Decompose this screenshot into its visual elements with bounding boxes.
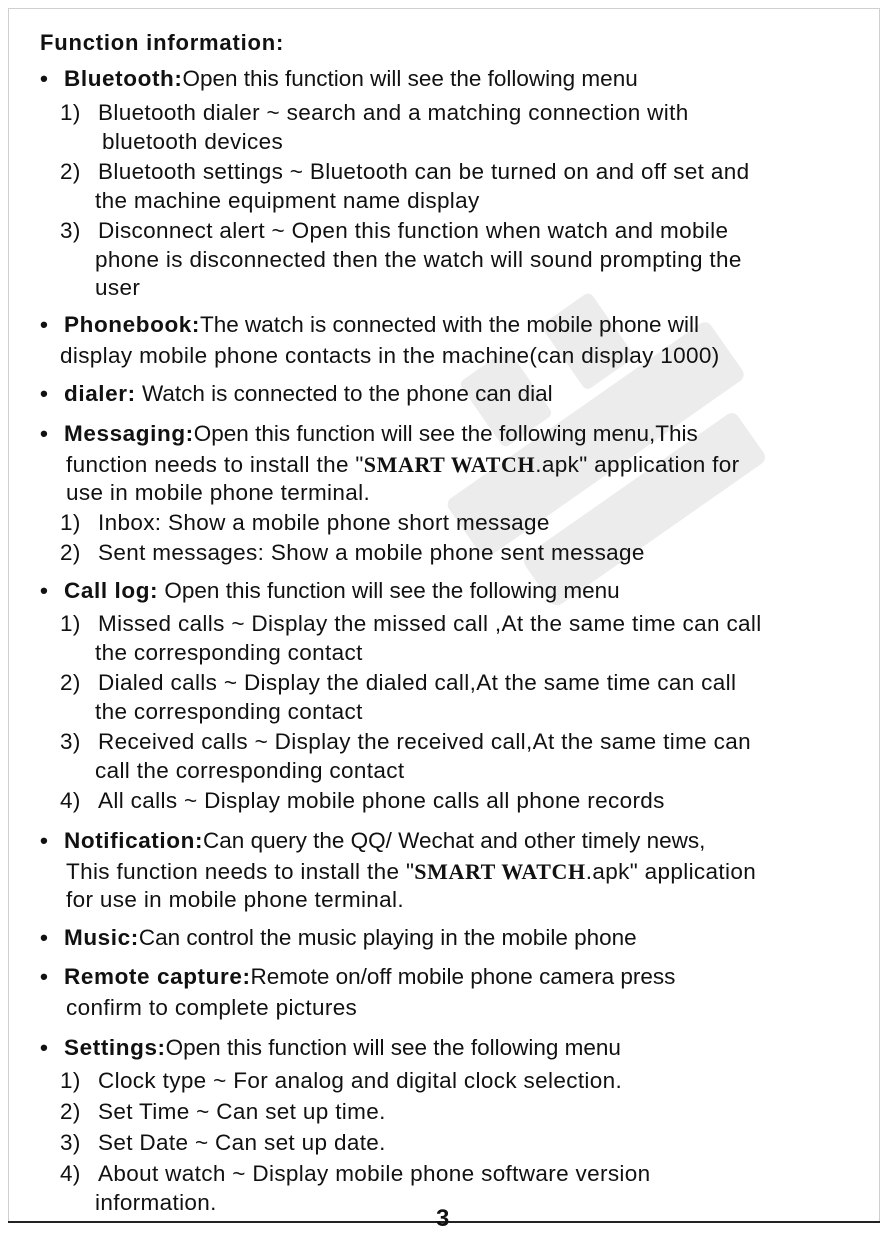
list-item: 1) Bluetooth dialer ~ search and a matching connection with	[60, 100, 689, 125]
bullet-dot-icon: •	[40, 964, 48, 989]
remote-label: Remote capture:	[64, 964, 251, 989]
bluetooth-label: Bluetooth:	[64, 66, 183, 91]
notification-label: Notification:	[64, 828, 204, 853]
music-label: Music:	[64, 925, 139, 950]
list-item: 2) Bluetooth settings ~ Bluetooth can be turned on and off set and	[60, 159, 750, 184]
bullet-dot-icon: •	[40, 925, 48, 950]
list-item: 4) About watch ~ Display mobile phone software version	[60, 1161, 651, 1186]
list-item: 1) Clock type ~ For analog and digital clock selection.	[60, 1068, 623, 1093]
page-border-right	[879, 8, 880, 1222]
notification-continuation: for use in mobile phone terminal.	[66, 887, 404, 912]
settings-text: Open this function will see the following menu	[165, 1035, 621, 1060]
bullet-dot-icon: •	[40, 578, 48, 603]
bullet-dialer	[40, 379, 553, 409]
app-name: SMART WATCH	[363, 452, 536, 477]
bullet-phonebook	[40, 310, 699, 340]
bullet-messaging	[40, 419, 698, 449]
messaging-text: Open this function will see the following menu,This	[193, 421, 698, 446]
list-item: 2) Dialed calls ~ Display the dialed call,At the same time can call	[60, 670, 737, 695]
list-item-continuation: the corresponding contact	[95, 640, 363, 665]
dialer-label: dialer:	[64, 381, 136, 406]
bullet-bluetooth	[40, 64, 638, 94]
calllog-text: Open this function will see the following menu	[158, 578, 620, 603]
calllog-label: Call log:	[64, 578, 159, 603]
messaging-label: Messaging:	[64, 421, 194, 446]
bullet-dot-icon: •	[40, 66, 48, 91]
bullet-music	[40, 923, 637, 953]
bullet-dot-icon: •	[40, 828, 48, 853]
bullet-notification	[40, 826, 705, 856]
messaging-continuation: use in mobile phone terminal.	[66, 480, 371, 505]
list-item: 2) Sent messages: Show a mobile phone sent message	[60, 540, 645, 565]
list-item-continuation: call the corresponding contact	[95, 758, 405, 783]
list-item-continuation: bluetooth devices	[102, 129, 284, 154]
bullet-dot-icon: •	[40, 312, 48, 337]
bullet-call-log	[40, 576, 620, 606]
settings-label: Settings:	[64, 1035, 166, 1060]
bullet-settings	[40, 1033, 621, 1063]
bullet-remote-capture	[40, 962, 675, 992]
list-item: 1) Missed calls ~ Display the missed call ,At the same time can call	[60, 611, 762, 636]
notification-text: Can query the QQ/ Wechat and other timely news,	[203, 828, 706, 853]
remote-continuation: confirm to complete pictures	[66, 995, 358, 1020]
dialer-text: Watch is connected to the phone can dial	[135, 381, 553, 406]
messaging-continuation: function needs to install the "SMART WATCH.apk" application for	[66, 452, 740, 477]
list-item-continuation: the machine equipment name display	[95, 188, 480, 213]
list-item-continuation: user	[95, 275, 141, 300]
phonebook-label: Phonebook:	[64, 312, 200, 337]
list-item-continuation: phone is disconnected then the watch will sound prompting the	[95, 247, 742, 272]
page-number: 3	[436, 1205, 450, 1232]
bullet-dot-icon: •	[40, 421, 48, 446]
bullet-dot-icon: •	[40, 381, 48, 406]
list-item: 4) All calls ~ Display mobile phone calls all phone records	[60, 788, 665, 813]
section-heading: Function information:	[40, 30, 285, 55]
list-item-continuation: information.	[95, 1190, 217, 1215]
list-item: 3) Disconnect alert ~ Open this function when watch and mobile	[60, 218, 729, 243]
list-item: 2) Set Time ~ Can set up time.	[60, 1099, 386, 1124]
page-border-top	[8, 8, 880, 9]
bluetooth-text: Open this function will see the following menu	[182, 66, 638, 91]
notification-continuation: This function needs to install the "SMART WATCH.apk" application	[66, 859, 757, 884]
list-item: 3) Received calls ~ Display the received call,At the same time can	[60, 729, 751, 754]
list-item: 3) Set Date ~ Can set up date.	[60, 1130, 386, 1155]
bullet-dot-icon: •	[40, 1035, 48, 1060]
list-item-continuation: the corresponding contact	[95, 699, 363, 724]
remote-text: Remote on/off mobile phone camera press	[250, 964, 676, 989]
list-item: 1) Inbox: Show a mobile phone short message	[60, 510, 550, 535]
app-name: SMART WATCH	[414, 859, 586, 884]
phonebook-text: The watch is connected with the mobile phone will	[200, 312, 700, 337]
music-text: Can control the music playing in the mobile phone	[138, 925, 637, 950]
page-border-left	[8, 8, 9, 1222]
phonebook-continuation: display mobile phone contacts in the machine(can display 1000)	[60, 343, 720, 368]
